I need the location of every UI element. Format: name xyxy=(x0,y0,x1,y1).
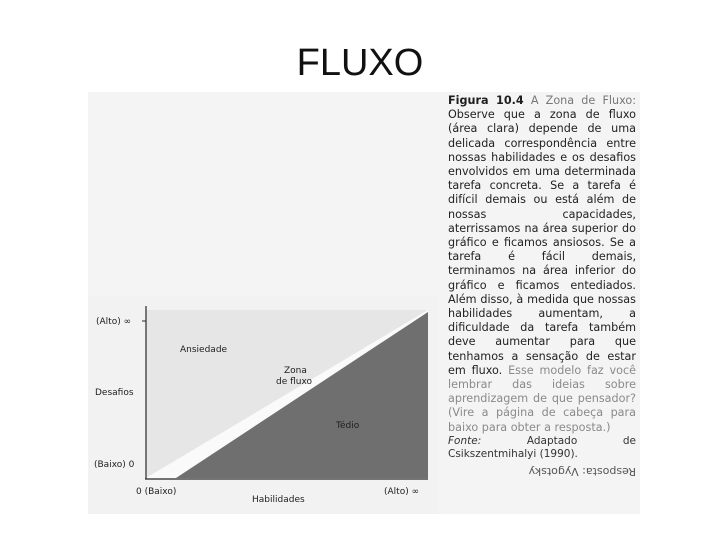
figure-label: Figura 10.4 xyxy=(448,94,524,107)
x-axis-label: Habilidades xyxy=(252,495,305,505)
upside-down-answer: Resposta: Vygotsky xyxy=(528,465,636,479)
source-label: Fonte: xyxy=(448,434,482,447)
figure-title: A Zona de Fluxo: xyxy=(530,94,636,107)
anxiety-label: Ansiedade xyxy=(180,345,228,355)
caption-body: Observe que a zona de fluxo (área clara) depende de uma delicada correspondência entre nossas habilidades e os desafios envolvidos em uma determinada tarefa concreta. Se a tarefa é difícil demais ou está além de nossas capacidades, aterrissamos na área superior do gráfico e ficamos ansiosos. Se a tarefa é fácil demais, terminamos na área inferior do gráfico e ficamos entediados. Além disso, à medida que nossas habilidades aumentam, a dificuldade da tarefa também deve aumentar para que tenhamos a sensação de estar em fluxo. xyxy=(448,108,636,377)
x-low-label: 0 (Baixo) xyxy=(136,487,177,497)
y-axis-label: Desafios xyxy=(95,388,134,398)
flow-zone-label-line2: de fluxo xyxy=(276,377,313,387)
source-text: Adaptado de Csikszentmihalyi (1990). xyxy=(448,434,636,460)
y-low-label: (Baixo) 0 xyxy=(94,460,135,470)
slide-title: FLUXO xyxy=(296,42,424,84)
y-high-label: (Alto) ∞ xyxy=(96,317,132,327)
flow-zone-label-line1: Zona xyxy=(284,366,307,376)
boredom-label: Tédio xyxy=(336,421,360,431)
caption-source xyxy=(448,435,636,461)
caption-question: Esse modelo faz você lembrar das ideias sobre aprendizagem de que pensador? (Vire a página de cabeça para baixo para obter a resposta.) xyxy=(448,363,636,434)
flow-zone-diagram xyxy=(88,296,440,516)
x-high-label: (Alto) ∞ xyxy=(384,487,420,497)
figure-caption xyxy=(448,94,636,478)
